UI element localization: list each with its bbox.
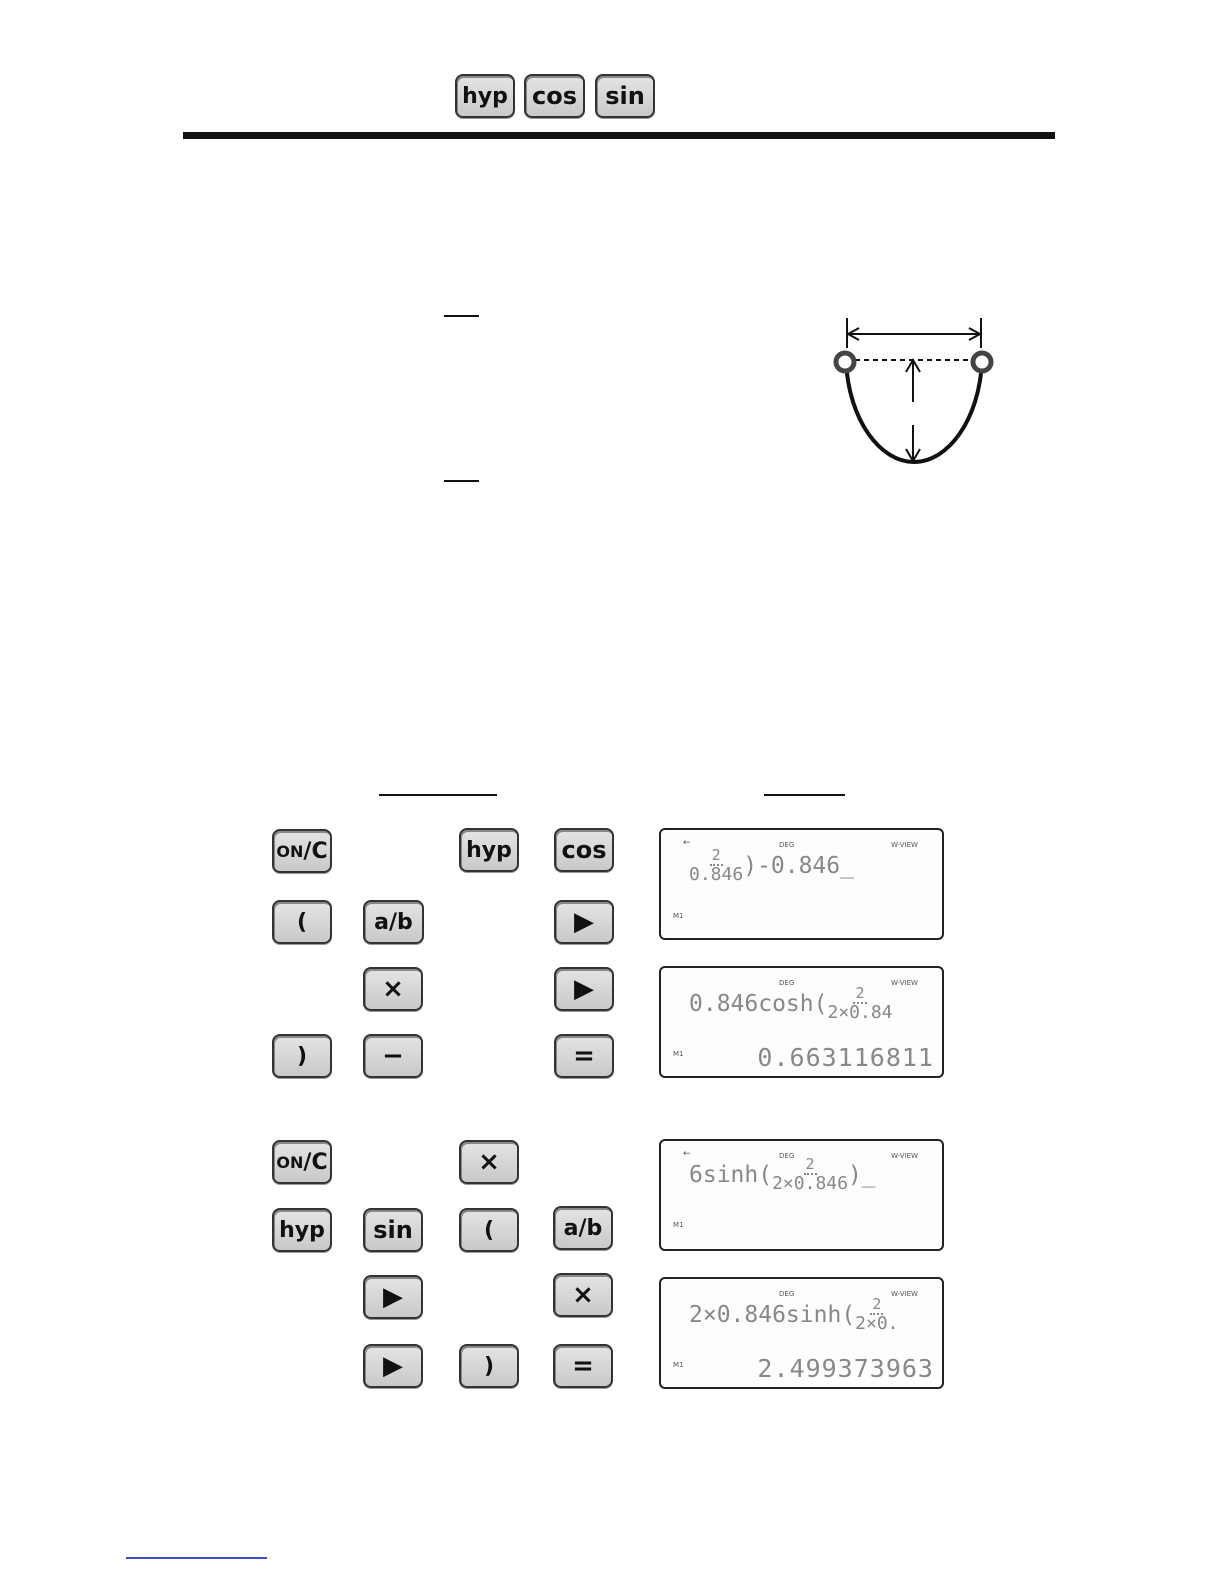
sin-key[interactable]: sin <box>363 1208 423 1252</box>
back-arrow-indicator: ← <box>683 1149 691 1159</box>
left-paren-key[interactable]: ( <box>459 1208 519 1252</box>
on-clear-key[interactable]: ON / C <box>272 1140 332 1184</box>
fraction-key[interactable]: a/b <box>553 1206 613 1250</box>
display-result: 2.499373963 <box>757 1354 934 1383</box>
display-expression <box>689 1157 876 1193</box>
hyp-key[interactable]: hyp <box>272 1208 332 1252</box>
multiply-key[interactable]: × <box>363 967 423 1011</box>
minus-key[interactable]: − <box>363 1034 423 1078</box>
deg-indicator: DEG <box>779 979 795 987</box>
fraction-denominator: 2×0.84 <box>827 1002 893 1023</box>
catenary-diagram <box>825 310 1005 475</box>
footnote-link-line <box>126 1557 267 1559</box>
fraction-numerator: 2 <box>711 846 721 864</box>
underline-mark <box>444 480 479 482</box>
right-arrow-key[interactable]: ▶ <box>363 1275 423 1319</box>
display-expression <box>689 986 893 1022</box>
right-paren-key[interactable]: ) <box>459 1344 519 1388</box>
fraction-denominator: 2×0.846 <box>772 1173 848 1194</box>
calculator-display <box>659 1277 944 1389</box>
display-expression <box>689 848 854 884</box>
fraction-denominator: 0.846 <box>689 864 744 885</box>
right-paren-key[interactable]: ) <box>272 1034 332 1078</box>
expression-tail: )_ <box>847 1162 876 1188</box>
calculator-display <box>659 966 944 1078</box>
multiply-key[interactable]: × <box>459 1140 519 1184</box>
calculator-display <box>659 1139 944 1251</box>
wview-indicator: W-VIEW <box>891 1290 918 1298</box>
deg-indicator: DEG <box>779 841 795 849</box>
right-arrow-key[interactable]: ▶ <box>363 1344 423 1388</box>
wview-indicator: W-VIEW <box>891 841 918 849</box>
on-clear-key[interactable]: ON / C <box>272 829 332 873</box>
m1-indicator: M1 <box>673 1221 684 1229</box>
equals-key[interactable]: = <box>554 1034 614 1078</box>
deg-indicator: DEG <box>779 1152 795 1160</box>
fraction-numerator: 2 <box>872 1295 882 1313</box>
deg-indicator: DEG <box>779 1290 795 1298</box>
wview-indicator: W-VIEW <box>891 979 918 987</box>
hyp-key[interactable]: hyp <box>459 828 519 872</box>
fraction-numerator: 2 <box>805 1155 815 1173</box>
multiply-key[interactable]: × <box>553 1273 613 1317</box>
expression-head: 2×0.846sinh( <box>689 1302 856 1328</box>
fraction-key[interactable]: a/b <box>363 900 424 944</box>
left-paren-key[interactable]: ( <box>272 900 332 944</box>
expression-head: 6sinh( <box>689 1162 773 1188</box>
equals-key[interactable]: = <box>553 1344 613 1388</box>
column-underline-right <box>764 794 845 796</box>
right-arrow-key[interactable]: ▶ <box>554 900 614 944</box>
display-result: 0.663116811 <box>757 1043 934 1072</box>
expression-head: 0.846cosh( <box>689 991 828 1017</box>
cos-key[interactable]: cos <box>554 828 614 872</box>
header-rule <box>183 132 1055 139</box>
calculator-display <box>659 828 944 940</box>
expression-tail: )-0.846_ <box>743 853 854 879</box>
back-arrow-indicator: ← <box>683 838 691 848</box>
wview-indicator: W-VIEW <box>891 1152 918 1160</box>
fraction-numerator: 2 <box>855 984 865 1002</box>
underline-mark <box>444 315 479 317</box>
m1-indicator: M1 <box>673 912 684 920</box>
cos-key[interactable]: cos <box>524 74 585 118</box>
right-arrow-key[interactable]: ▶ <box>554 967 614 1011</box>
m1-indicator: M1 <box>673 1361 684 1369</box>
m1-indicator: M1 <box>673 1050 684 1058</box>
fraction-denominator: 2×0. <box>855 1313 899 1334</box>
display-expression <box>689 1297 899 1333</box>
sin-key[interactable]: sin <box>595 74 655 118</box>
column-underline-left <box>379 794 497 796</box>
hyp-key[interactable]: hyp <box>455 74 515 118</box>
